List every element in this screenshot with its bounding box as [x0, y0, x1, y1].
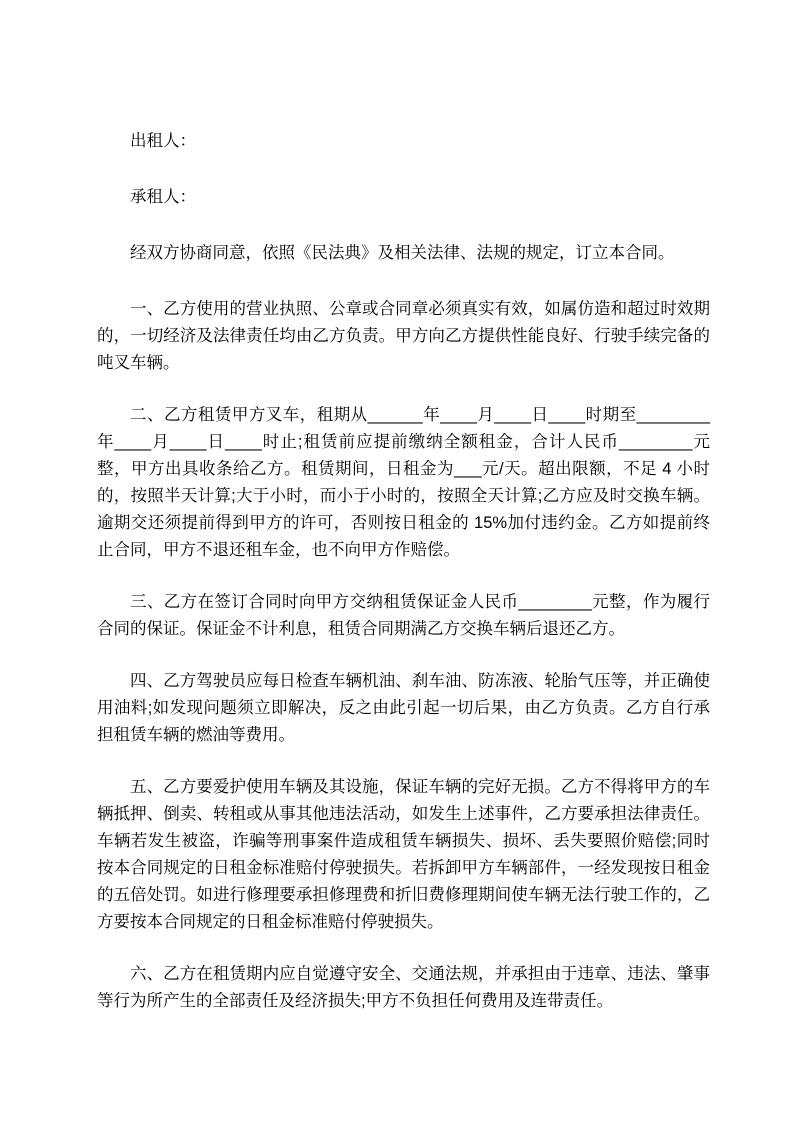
paragraph-clause-6: 六、乙方在租赁期内应自觉遵守安全、交通法规，并承担由于违章、违法、肇事等行为所产生的全部责任及经济损失;甲方不负担任何费用及连带责任。: [97, 965, 710, 1010]
paragraph-clause-5: 五、乙方要爱护使用车辆及其设施，保证车辆的完好无损。乙方不得将甲方的车辆抵押、倒卖、转租或从事其他违法活动，如发生上述事件，乙方要承担法律责任。车辆若发生被盗，诈骗等刑事案件造成租赁车辆损失、损坏、丢失要照价赔偿;同时按本合同规定的日租金标准赔付停驶损失。若拆卸甲方车辆部件，一经发现按日租金的五倍处罚。如进行修理要承担修理费和折旧费修理期间使车辆无法行驶工作的，乙方要按本合同规定的日租金标准赔付停驶损失。: [97, 778, 710, 931]
paragraph-lessee: 承租人：: [130, 188, 196, 206]
paragraph-preamble: 经双方协商同意，依照《民法典》及相关法律、法规的规定，订立本合同。: [130, 244, 675, 262]
paragraph-lessor: 出租人：: [130, 132, 196, 150]
paragraph-clause-4: 四、乙方驾驶员应每日检查车辆机油、刹车油、防冻液、轮胎气压等，并正确使用油料;如发现问题须立即解决，反之由此引起一切后果，由乙方负责。乙方自行承担租赁车辆的燃油等费用。: [97, 672, 710, 744]
paragraph-clause-1: 一、乙方使用的营业执照、公章或合同章必须真实有效，如属仿造和超过时效期的，一切经济及法律责任均由乙方负责。甲方向乙方提供性能良好、行驶手续完备的吨叉车辆。: [97, 300, 710, 372]
paragraph-clause-2: 二、乙方租赁甲方叉车，租期从______年____月____日____时期至________年____月____日____时止;租赁前应提前缴纳全额租金，合计人民币________元整，甲方出具收条给乙方。租赁期间，日租金为___元/天。超出限额，不足 4 小时的，按照半天计算;大于小时，而小于小时的，按照全天计算;乙方应及时交换车辆。逾期交还须提前得到甲方的许可，否则按日租金的 15%加付违约金。乙方如提前终止合同，甲方不退还租车金，也不向甲方作赔偿。: [97, 406, 710, 559]
paragraph-clause-3: 三、乙方在签订合同时向甲方交纳租赁保证金人民币________元整，作为履行合同的保证。保证金不计利息，租赁合同期满乙方交换车辆后退还乙方。: [97, 593, 710, 638]
